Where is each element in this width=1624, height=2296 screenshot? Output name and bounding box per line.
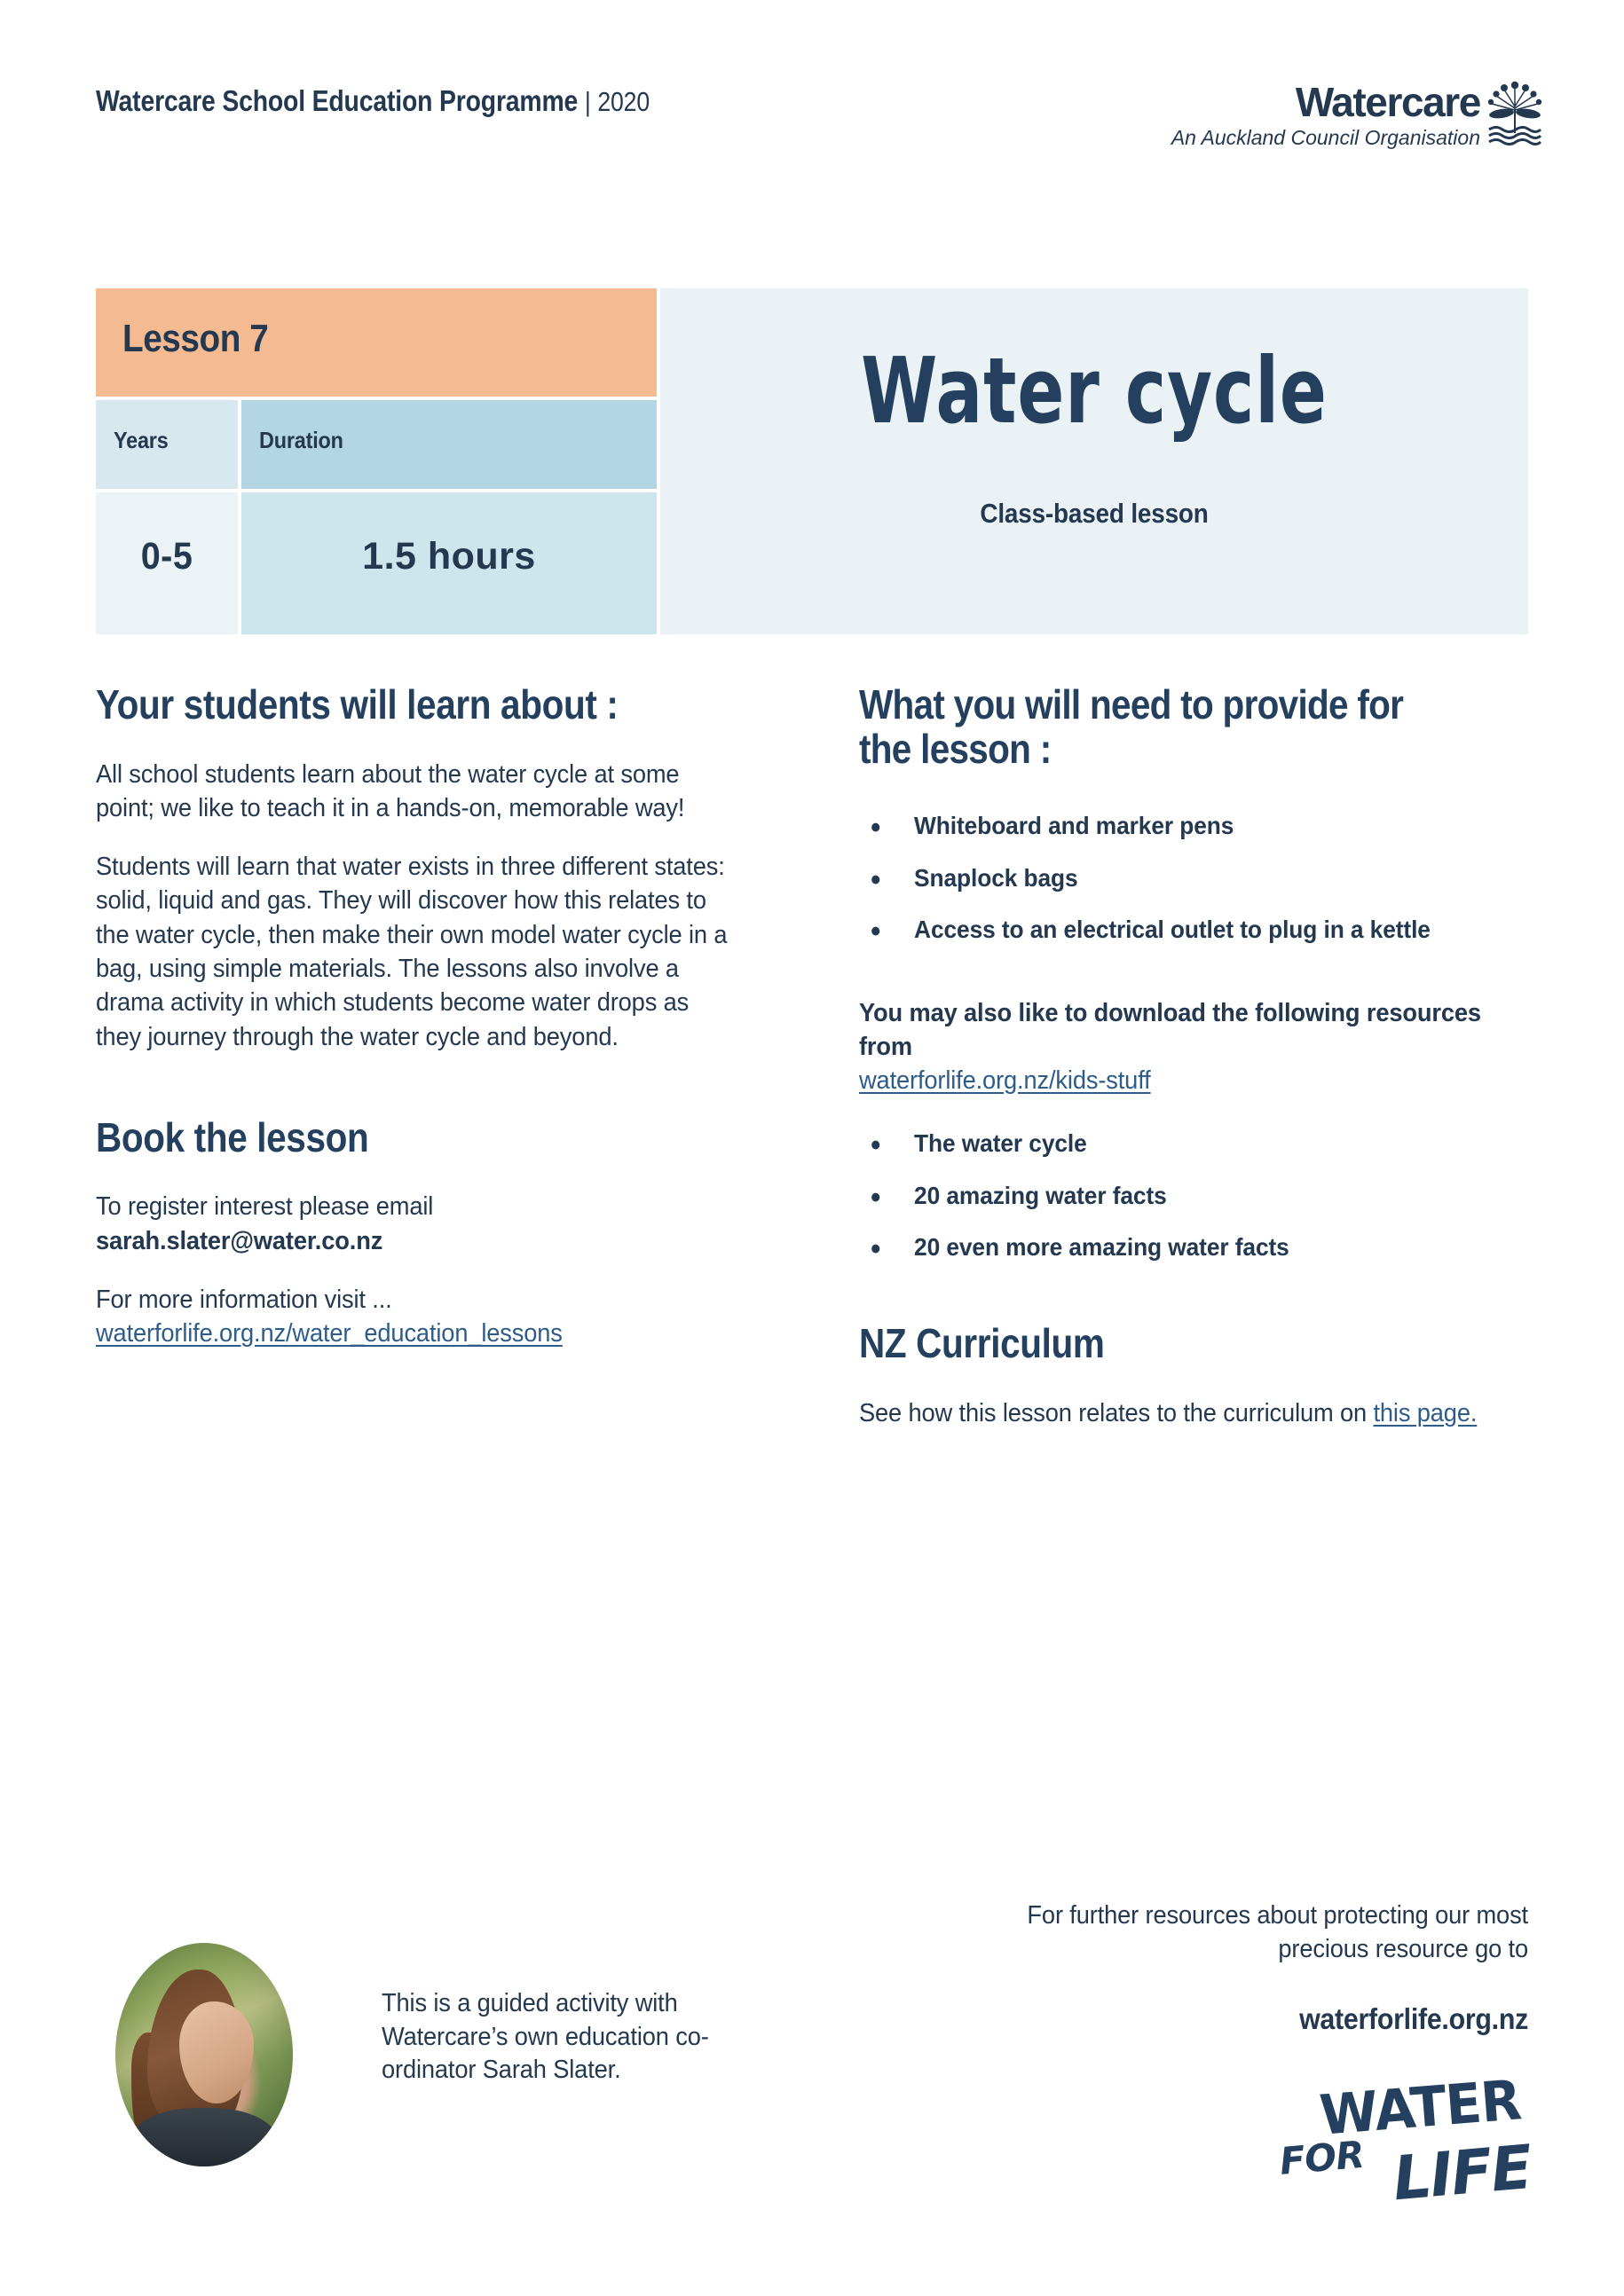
lesson-info-table <box>96 288 657 634</box>
materials-list <box>859 810 1533 946</box>
table-header-duration <box>241 400 657 489</box>
register-interest-text: To register interest please email <box>96 1192 434 1222</box>
coordinator-avatar <box>115 1943 293 2166</box>
page-header <box>0 0 1624 177</box>
heading-what-you-need: What you will need to provide for the lesson : <box>859 681 1404 772</box>
lesson-banner <box>96 288 1528 634</box>
programme-title <box>96 84 650 118</box>
water-for-life-logo <box>1271 2067 1534 2215</box>
left-column <box>96 683 770 1351</box>
wfl-word-water: WATER <box>1317 2067 1523 2148</box>
list-item: • Access to an electrical outlet to plug in a kettle <box>859 914 1493 946</box>
right-column <box>859 683 1533 1430</box>
more-info-line <box>96 1283 729 1351</box>
lesson-title: Water cycle <box>861 338 1328 444</box>
curriculum-page-link[interactable]: this page. <box>1373 1399 1478 1428</box>
table-header-years <box>96 400 238 489</box>
avatar-shirt <box>130 2108 279 2166</box>
programme-year: 2020 <box>597 86 650 117</box>
years-value: 0-5 <box>140 535 193 578</box>
kids-stuff-link[interactable]: waterforlife.org.nz/kids-stuff <box>859 1066 1151 1096</box>
table-cell-duration-value <box>241 492 657 634</box>
coordinator-caption: This is a guided activity with Watercare’s own education co-ordinator Sarah Slater. <box>382 1989 709 2085</box>
watercare-logo <box>1171 78 1542 160</box>
register-interest-line <box>96 1190 729 1258</box>
list-item: • Whiteboard and marker pens <box>859 810 1493 842</box>
paragraph-learn-2: Students will learn that water exists in three different states: solid, liquid and gas. They will discover how this relates to the water cycle, then make their own model water cycle in a bag, using simple materials. The lessons also involve a drama activity in which students become water drops as they journey through the water cycle and beyond. <box>96 853 728 1051</box>
list-item: • Snaplock bags <box>859 862 1493 894</box>
download-intro-text: You may also like to download the following resources from <box>859 998 1481 1061</box>
watercare-tagline: An Auckland Council Organisation <box>1171 126 1480 149</box>
duration-value: 1.5 hours <box>362 535 536 578</box>
watercare-wordmark: Watercare <box>1295 79 1480 125</box>
lesson-title-panel <box>660 288 1528 634</box>
list-item: • 20 even more amazing water facts <box>859 1231 1493 1263</box>
lesson-number-tab <box>96 288 657 397</box>
heading-book-lesson: Book the lesson <box>96 1113 369 1160</box>
watercare-koru-icon <box>1487 80 1542 147</box>
table-header-years-label: Years <box>114 427 169 453</box>
wfl-word-life: LIFE <box>1391 2133 1534 2215</box>
curriculum-text-lead: See how this lesson relates to the curriculum on <box>859 1399 1374 1428</box>
wfl-word-for: FOR <box>1278 2132 1367 2183</box>
heading-learn-about: Your students will learn about : <box>96 681 619 727</box>
footer-url[interactable]: waterforlife.org.nz <box>1299 2001 1528 2035</box>
list-item: • 20 amazing water facts <box>859 1180 1493 1212</box>
footer-blurb: For further resources about protecting our most precious resource go to <box>1027 1901 1528 1964</box>
lesson-subtitle: Class-based lesson <box>980 498 1209 529</box>
heading-nz-curriculum: NZ Curriculum <box>859 1320 1105 1367</box>
downloads-list <box>859 1128 1533 1263</box>
footer-resources-block <box>942 1899 1534 2215</box>
table-cell-years-value <box>96 492 238 634</box>
download-intro <box>859 996 1493 1098</box>
programme-separator: | <box>584 86 591 117</box>
list-item: • The water cycle <box>859 1128 1493 1160</box>
table-header-duration-label: Duration <box>259 427 343 453</box>
curriculum-text <box>859 1396 1493 1430</box>
lessons-page-link[interactable]: waterforlife.org.nz/water_education_lessons <box>96 1319 563 1349</box>
lesson-number-label: Lesson 7 <box>122 317 269 360</box>
register-email[interactable]: sarah.slater@water.co.nz <box>96 1226 383 1255</box>
programme-title-text: Watercare School Education Programme <box>96 84 579 117</box>
paragraph-learn-1: All school students learn about the water cycle at some point; we like to teach it in a hands-on, memorable way! <box>96 759 685 822</box>
more-info-text: For more information visit ... <box>96 1286 392 1314</box>
